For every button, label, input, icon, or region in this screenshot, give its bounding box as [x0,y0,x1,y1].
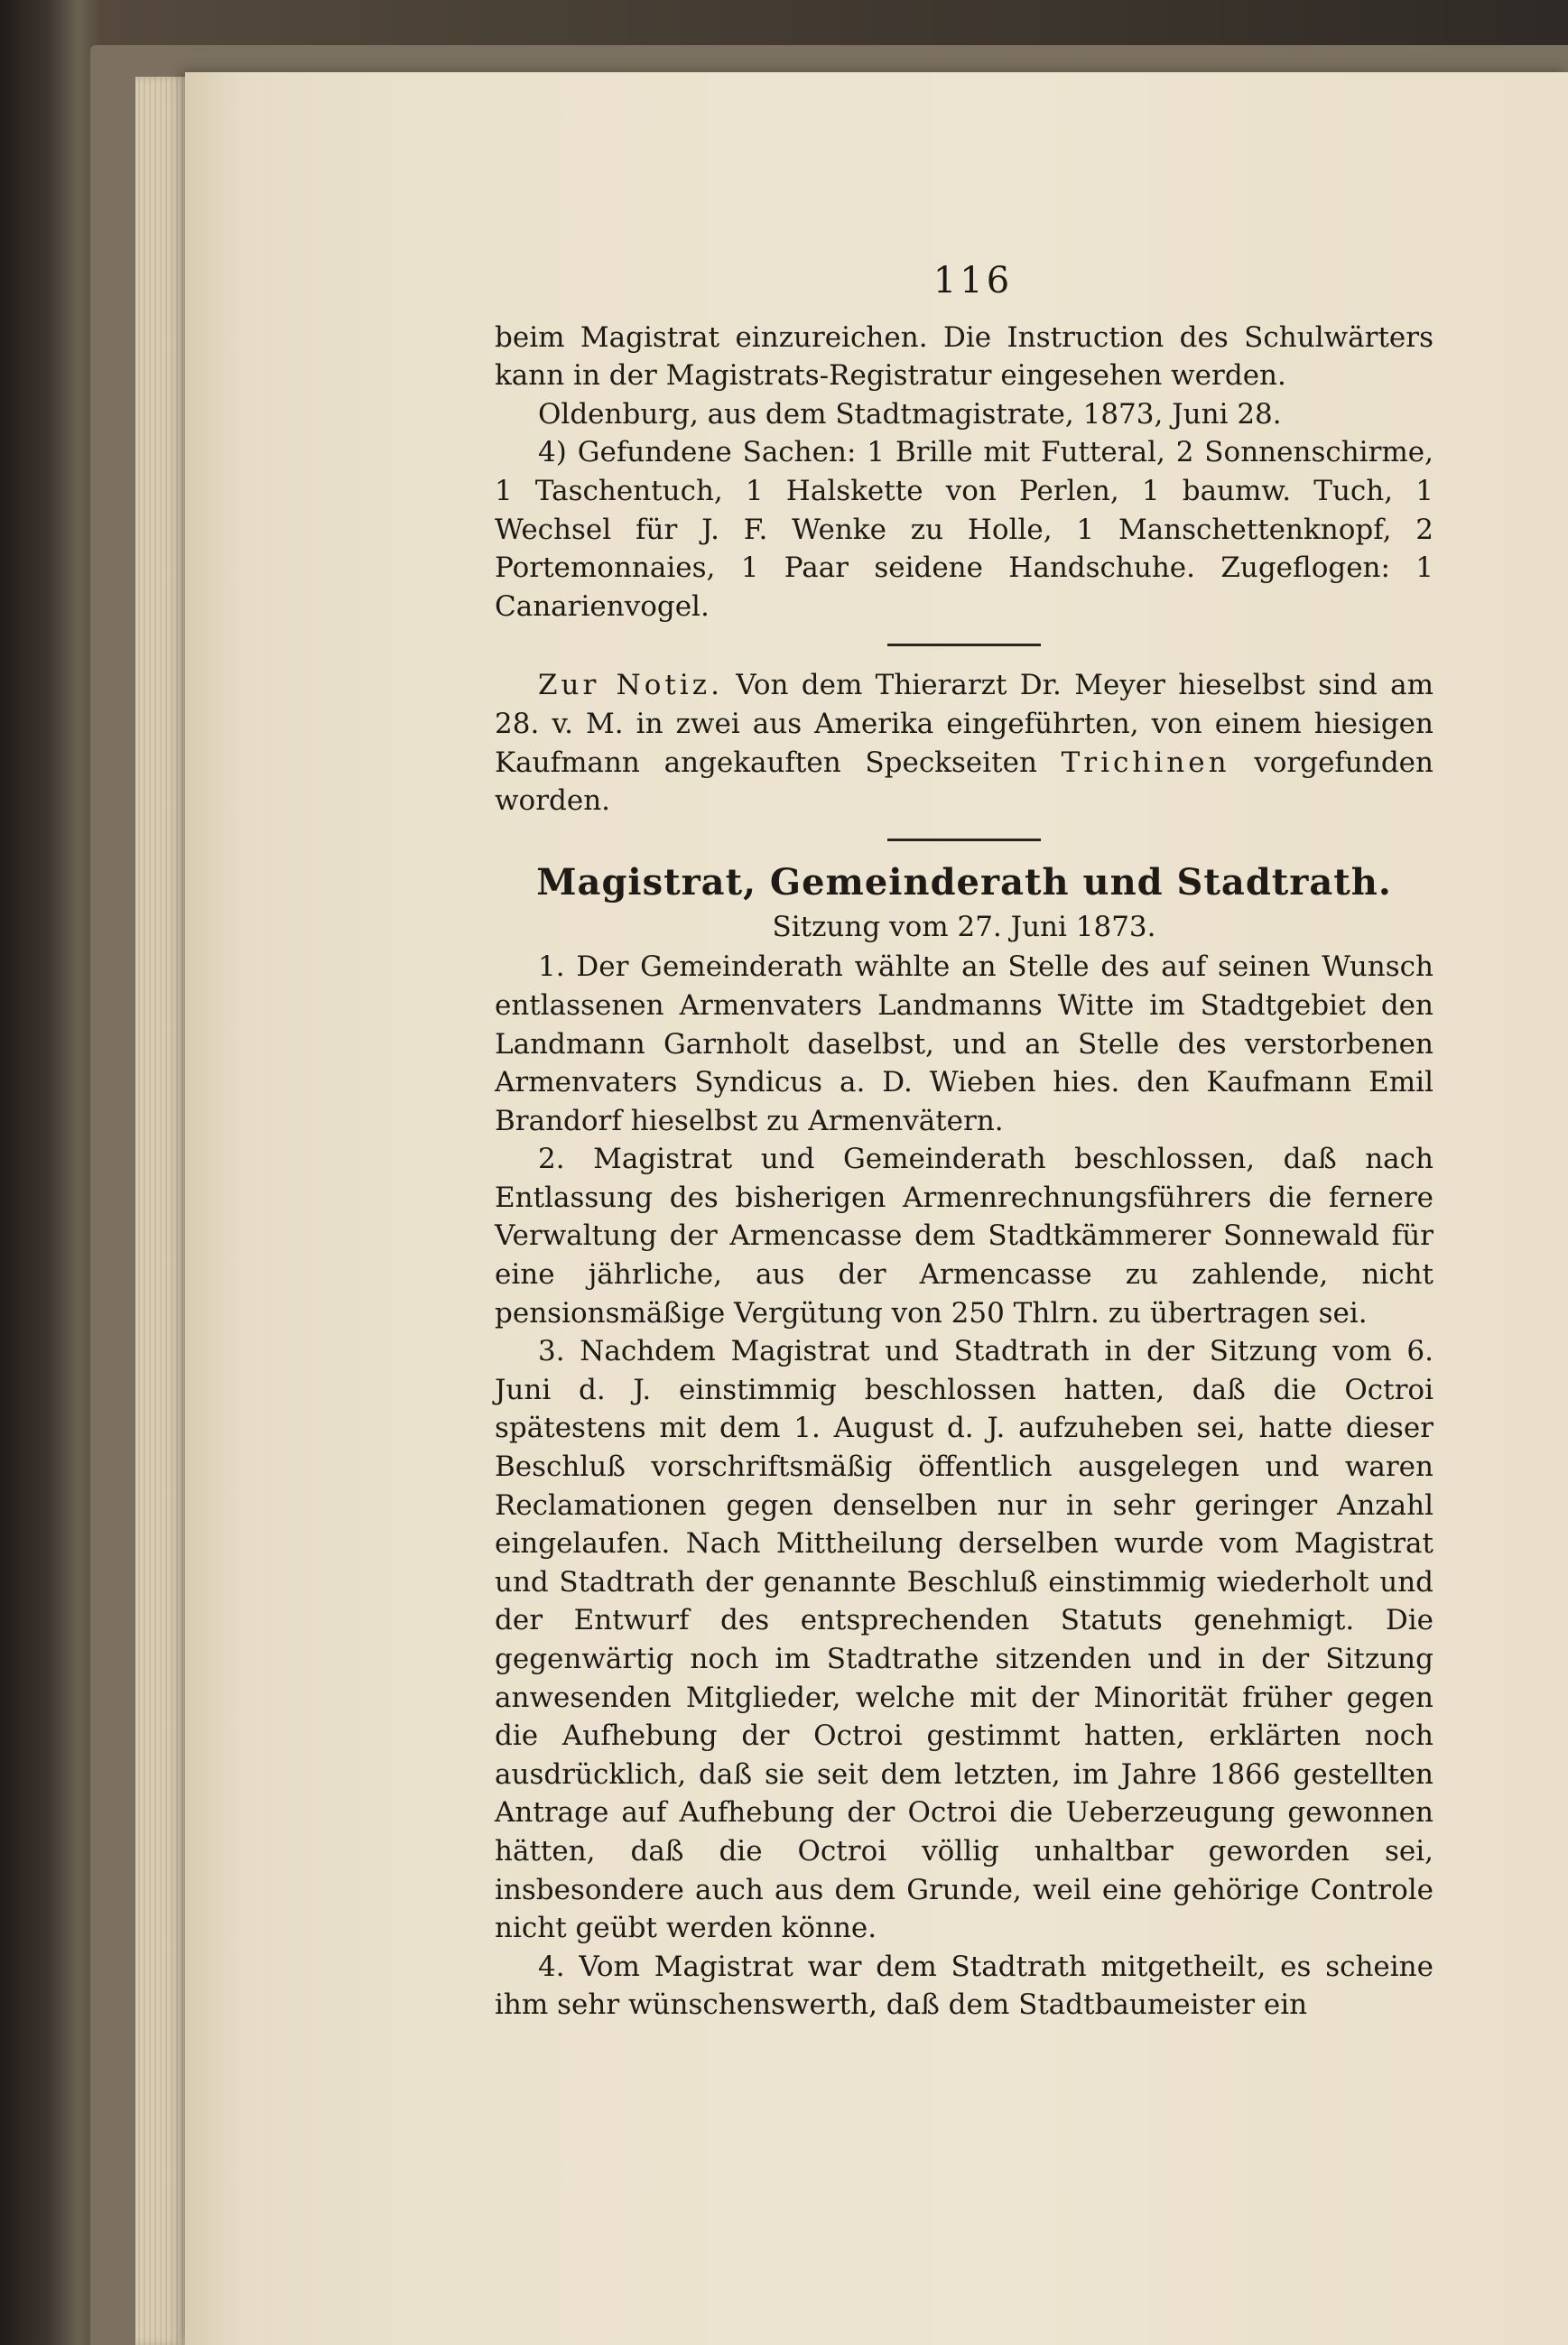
page-number: 116 [932,260,1014,301]
found-items-number: 4) [538,436,567,469]
continuation-line-1: beim Magistrat einzureichen. Die Instruction des Schulwärters [495,320,1433,354]
section-heading: Magistrat, Gemeinderath und Stadtrath. [536,860,1392,904]
found-items-paragraph [495,433,1433,626]
continuation-text [495,319,1433,395]
session-date: Sitzung vom 27. Juni 1873. [772,910,1156,943]
page-content [495,262,1433,2025]
section-item: 3. Nachdem Magistrat und Stadtrath in der Sitzung vom 6. Juni d. J. einstimmig beschlossen hatten, daß die Octroi spätestens mit dem 1. August d. J. aufzuheben sei, hatte dieser Beschluß vorschriftsmäßig öffentlich ausgelegen und waren Reclamationen gegen denselben nur in sehr geringer Anzahl eingelaufen. Nach Mittheilung derselben wurde vom Magistrat und Stadtrath der genannte Beschluß einstimmig wiederholt und der Entwurf des entsprechenden Statuts genehmigt. Die gegenwärtig noch im Stadtrathe sitzenden und in der Sitzung anwesenden Mitglieder, welche mit der Minorität früher gegen die Aufhebung der Octroi gestimmt hatten, erklärten noch ausdrücklich, daß sie seit dem letzten, im Jahre 1866 gestellten Antrage auf Aufhebung der Octroi die Ueberzeugung gewonnen hätten, daß die Octroi völlig unhaltbar geworden sei, insbesondere auch aus dem Grunde, weil eine gehörige Controle nicht geübt werden könne. [495,1335,1433,1945]
section-item: 4. Vom Magistrat war dem Stadtrath mitgetheilt, es scheine ihm sehr wünschenswerth, daß dem Stadtbaumeister ein [495,1950,1433,2022]
found-items-label: Gefundene Sachen: [577,436,857,469]
notice-paragraph [495,666,1433,820]
continuation-line-2: kann in der Magistrats-Registratur eingesehen werden. [495,359,1286,393]
notice-text-end: vorgefunden worden. [495,746,1433,818]
section-item: 1. Der Gemeinderath wählte an Stelle des auf seinen Wunsch entlassenen Armenvaters Landmanns Witte im Stadtgebiet den Landmann Garnholt daselbst, und an Stelle des verstorbenen Armenvaters Syndicus a. D. Wieben hies. den Kaufmann Emil Brandorf hieselbst zu Armenvätern. [495,950,1433,1137]
divider-rule [887,839,1041,841]
found-items-text: 1 Brille mit Futteral, 2 Sonnenschirme, 1 Taschentuch, 1 Halskette von Perlen, 1 baumw. Tuch, 1 Wechsel für J. F. Wenke zu Holle, 1 Manschettenknopf, 2 Portemonnaies, 1 Paar seidene Handschuhe. Zugeflogen: 1 Canarienvogel. [495,436,1434,623]
notice-label: Zur Notiz. [538,669,723,702]
notice-emphasis: Trichinen [1061,746,1230,779]
divider-rule [887,644,1041,646]
section-item: 2. Magistrat und Gemeinderath beschlossen, daß nach Entlassung des bisherigen Armenrechnungsführers die fernere Verwaltung der Armencasse dem Stadtkämmerer Sonnewald für eine jährliche, aus der Armencasse zu zahlende, nicht pensionsmäßige Vergütung von 250 Thlrn. zu übertragen sei. [495,1143,1433,1330]
dateline: Oldenburg, aus dem Stadtmagistrate, 1873, Juni 28. [538,397,1282,431]
notice-text: Von dem Thierarzt Dr. Meyer hieselbst sind am 28. v. M. in zwei aus Amerika eingeführten, von einem hiesigen Kaufmann angekauften Speckseiten [495,669,1433,779]
